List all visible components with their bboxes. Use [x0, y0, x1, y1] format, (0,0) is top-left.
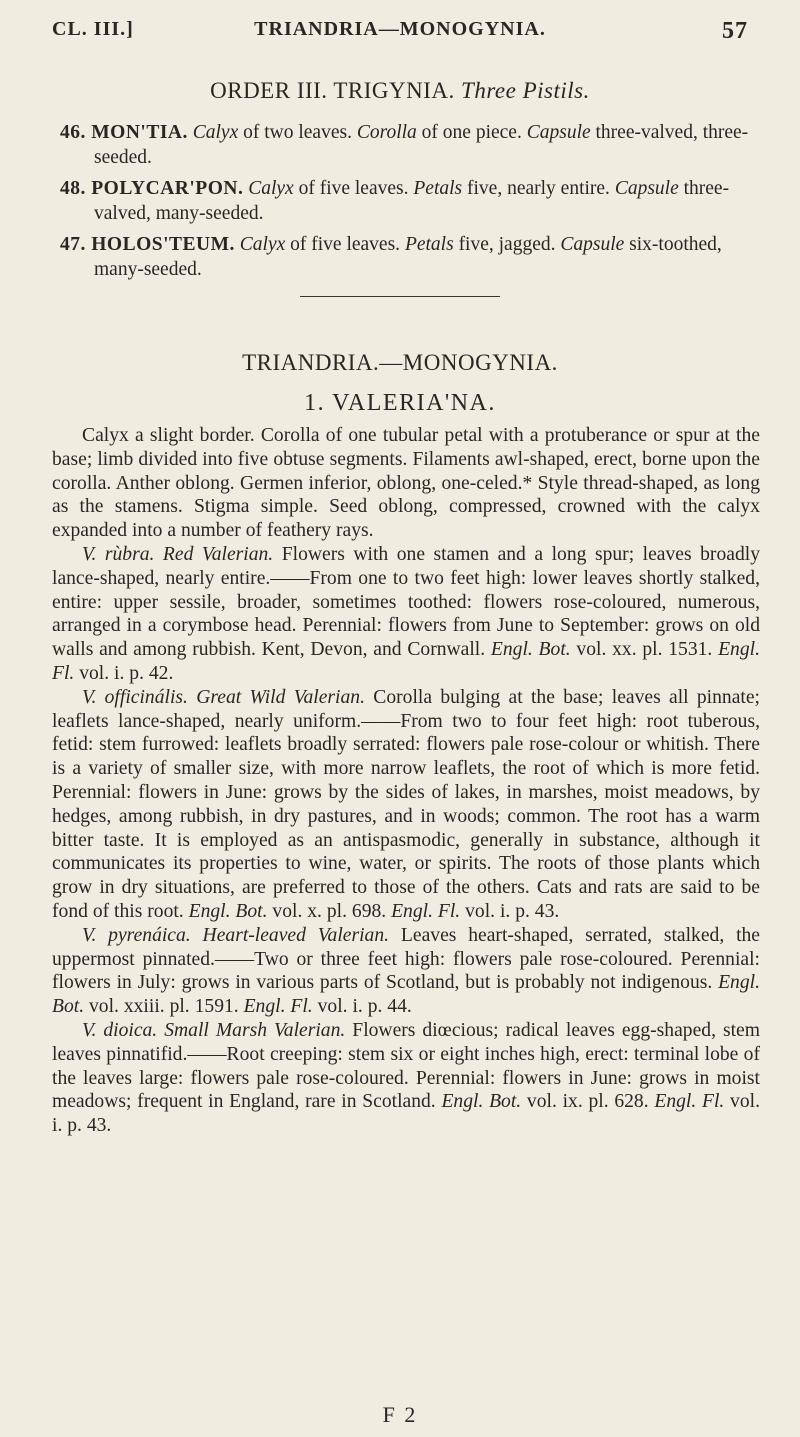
- text-run: vol. ix. pl. 628.: [521, 1091, 655, 1113]
- running-head: [52, 18, 748, 48]
- order-heading-text: ORDER III. TRIGYNIA.: [210, 78, 455, 103]
- text-run: three-valved, three-seeded.: [94, 122, 749, 168]
- italic-text: Engl. Bot.: [490, 639, 571, 661]
- italic-text: Calyx: [239, 234, 286, 255]
- italic-text: Engl. Fl.: [52, 639, 760, 684]
- text-run: vol. i. p. 44.: [312, 996, 412, 1018]
- text-run: Flowers with one stamen and a long spur; leaves broadly lance-shaped, nearly entire.——From one to two feet high: lower leaves shortly stalked, entire: upper sessile, broader, sometimes toothed: flowers rose-coloured, numerous, arranged in a corymbose head. Perennial: flowers from June to September: grows on old walls and among rubbish. Kent, Devon, and Cornwall.: [52, 543, 760, 661]
- section-divider: [300, 296, 500, 297]
- species-paragraph-officinalis: [52, 686, 760, 924]
- order-heading: [0, 78, 800, 104]
- italic-text: Corolla: [356, 122, 417, 143]
- text-run: of two leaves.: [238, 122, 357, 143]
- running-head-title: TRIANDRIA—MONOGYNIA.: [254, 18, 546, 40]
- page-number: 57: [722, 18, 748, 44]
- text-run: of one piece.: [416, 122, 527, 143]
- italic-text: Capsule: [526, 122, 591, 143]
- section-title: TRIANDRIA.—MONOGYNIA.: [242, 350, 558, 375]
- italic-text: V. officinális. Great Wild Valerian.: [82, 686, 365, 708]
- italic-text: V. dioica. Small Marsh Valerian.: [82, 1019, 346, 1041]
- genus-key-entry: [60, 232, 750, 282]
- genus-key-list: [60, 120, 750, 288]
- genus-key-name: 46. MON'TIA.: [60, 122, 188, 143]
- genus-key-entry: [60, 176, 750, 226]
- order-heading-italic: Three Pistils.: [461, 78, 590, 103]
- text-run: vol. i. p. 43.: [52, 1091, 760, 1137]
- species-paragraph-rubra: [52, 543, 760, 686]
- text-run: five, jagged.: [453, 234, 561, 255]
- italic-text: Engl. Fl.: [243, 996, 313, 1018]
- genus-description: [52, 424, 760, 1138]
- text-run: of five leaves.: [285, 234, 405, 255]
- text-run: five, nearly entire.: [462, 178, 615, 199]
- text-run: of five leaves.: [293, 178, 414, 199]
- italic-text: Capsule: [614, 178, 679, 199]
- italic-text: V. pyrenáica. Heart-leaved Valerian.: [82, 924, 390, 946]
- text-run: Leaves heart-shaped, serrated, stalked, the uppermost pinnated.——Two or three feet high: flowers pale rose-coloured. Perennial: flowers in July: grows in various parts of Scotland, but is probably not indigenous.: [52, 924, 761, 994]
- text-run: vol. i. p. 42.: [74, 662, 174, 684]
- text-run: vol. x. pl. 698.: [267, 900, 392, 922]
- italic-text: Capsule: [560, 234, 625, 255]
- text-run: vol. i. p. 43.: [460, 900, 560, 922]
- text-run: vol. xx. pl. 1531.: [570, 639, 719, 661]
- italic-text: Engl. Fl.: [391, 900, 461, 922]
- genus-key-entry: [60, 120, 750, 170]
- italic-text: Calyx: [192, 122, 239, 143]
- species-paragraph-dioica: [52, 1019, 760, 1138]
- genus-title: 1. VALERIA'NA.: [304, 390, 496, 416]
- text-run: Flowers diœcious; radical leaves egg-shaped, stem leaves pinnatifid.——Root creeping: stem six or eight inches high, erect: terminal lobe of the leaves large: flowers pale rose-coloured. Perennial: flowers in June: grows in moist meadows; frequent in England, rare in Scotland.: [52, 1019, 760, 1113]
- signature-mark: F 2: [382, 1402, 418, 1427]
- running-head-class: CL. III.]: [52, 18, 134, 40]
- italic-text: Engl. Bot.: [52, 972, 760, 1018]
- genus-key-name: 48. POLYCAR'PON.: [60, 178, 244, 199]
- species-paragraph-pyrenaica: [52, 924, 760, 1019]
- text-run: vol. xxiii. pl. 1591.: [84, 996, 244, 1018]
- text-run: three-valved, many-seeded.: [94, 178, 730, 224]
- italic-text: Petals: [404, 234, 454, 255]
- genus-characters-paragraph: [52, 424, 760, 543]
- italic-text: Engl. Bot.: [441, 1091, 522, 1113]
- italic-text: Engl. Fl.: [654, 1091, 725, 1113]
- genus-key-name: 47. HOLOS'TEUM.: [60, 234, 235, 255]
- italic-text: V. rùbra. Red Valerian.: [82, 543, 274, 565]
- italic-text: Engl. Bot.: [188, 900, 268, 922]
- text-run: Calyx a slight border. Corolla of one tubular petal with a protuberance or spur at the base; limb divided into five obtuse segments. Filaments awl-shaped, erect, borne upon the corolla. Anther oblong. Germen inferior, oblong, one-celed.* Style thread-shaped, as long as the stamens. Stigma simple. Seed oblong, compressed, crowned with the calyx expanded into a number of feathery rays.: [52, 425, 760, 542]
- text-run: Corolla bulging at the base; leaves all pinnate; leaflets lance-shaped, nearly uniform.——From two to four feet high: root tuberous, fetid: stem furrowed: leaflets broadly serrated: flowers pale rose-colour or whitish. There is a variety of smaller size, with more narrow leaflets, the root of which is more fetid. Perennial: flowers in June: grows by the sides of lakes, in marshes, moist meadows, by hedges, among rubbish, in dry pastures, and in woods; common. The root has a warm bitter taste. It is employed as an antispasmodic, generally in substance, although it communicates its properties to wine, water, or spirits. The roots of those plants which grow in dry situations, are preferred to those of the others. Cats and rats are said to be fond of this root.: [52, 686, 760, 922]
- italic-text: Petals: [413, 178, 463, 199]
- italic-text: Calyx: [248, 178, 294, 199]
- text-run: six-toothed, many-seeded.: [94, 234, 722, 280]
- genus-key-description: [94, 122, 748, 168]
